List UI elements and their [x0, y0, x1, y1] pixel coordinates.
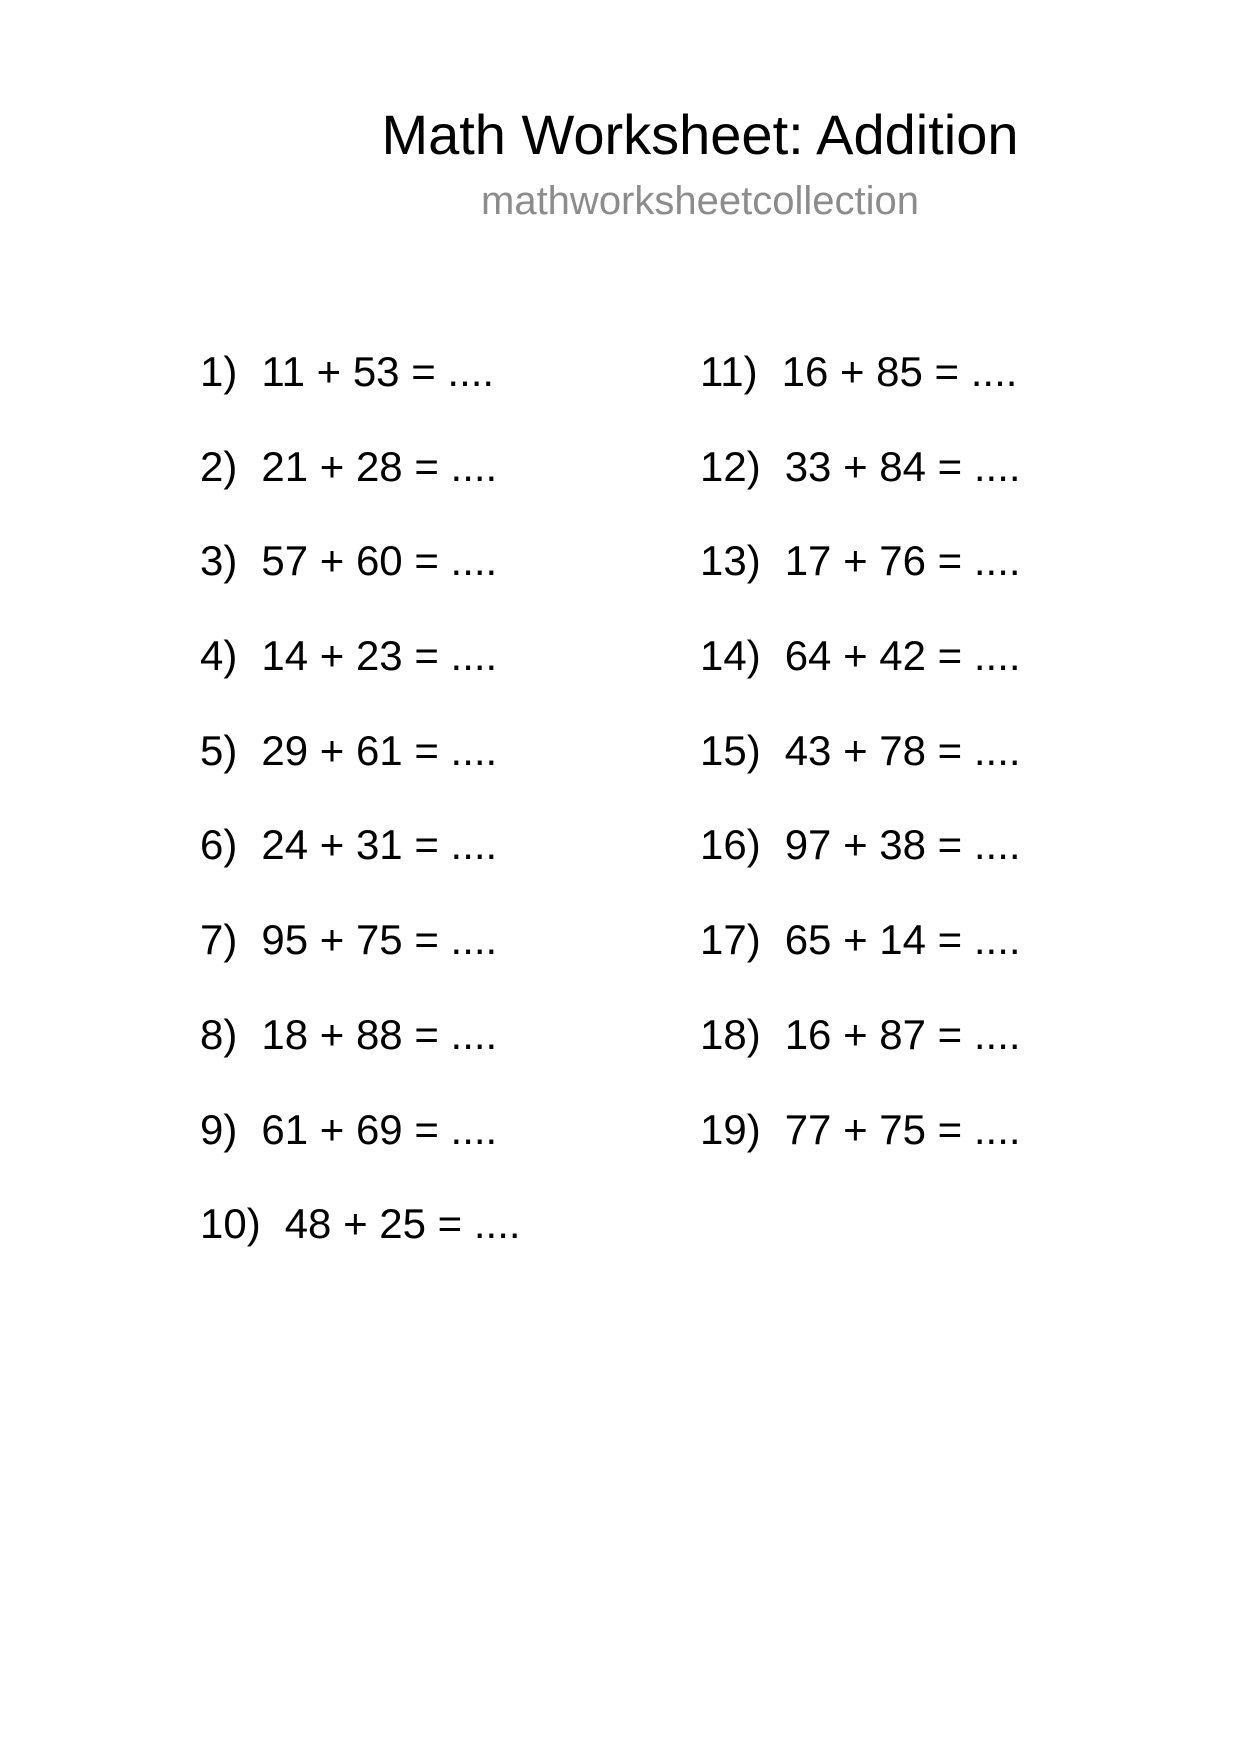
problem-number: 4): [200, 632, 238, 680]
problem-column-right: [700, 344, 1021, 1196]
problem-expression: 18 + 88 = ....: [261, 1010, 498, 1058]
problem-number: 6): [200, 821, 238, 869]
problem-item: [200, 817, 521, 912]
problem-number: 17): [700, 916, 761, 964]
problem-item: [700, 1007, 1021, 1102]
problem-item: [700, 723, 1021, 818]
problem-item: [200, 344, 521, 439]
problem-number: 9): [200, 1105, 238, 1153]
problem-number: 18): [700, 1010, 761, 1058]
problem-number: 19): [700, 1105, 761, 1153]
problem-item: [200, 723, 521, 818]
problem-number: 16): [700, 821, 761, 869]
problem-item: [700, 344, 1021, 439]
problem-number: 15): [700, 726, 761, 774]
worksheet-header: [0, 96, 1240, 226]
problem-expression: 11 + 53 = ....: [261, 348, 495, 395]
problem-number: 12): [700, 442, 761, 490]
problem-expression: 65 + 14 = ....: [784, 916, 1021, 964]
problem-item: [200, 1007, 521, 1102]
problem-item: [200, 1102, 521, 1197]
problem-item: [200, 912, 521, 1007]
problem-expression: 61 + 69 = ....: [261, 1105, 498, 1153]
problem-expression: 21 + 28 = ....: [261, 442, 498, 490]
problem-expression: 16 + 87 = ....: [784, 1010, 1021, 1058]
problem-item: [200, 439, 521, 534]
problem-expression: 43 + 78 = ....: [784, 726, 1021, 774]
problem-expression: 77 + 75 = ....: [784, 1105, 1021, 1153]
page-title: Math Worksheet: Addition: [381, 103, 1019, 166]
problem-item: [700, 628, 1021, 723]
problem-number: 3): [200, 537, 238, 585]
problem-expression: 48 + 25 = ....: [284, 1200, 521, 1248]
problem-expression: 57 + 60 = ....: [261, 537, 498, 585]
problem-item: [200, 628, 521, 723]
problem-item: [700, 1102, 1021, 1197]
problem-expression: 33 + 84 = ....: [784, 442, 1021, 490]
problem-item: [700, 533, 1021, 628]
problem-item: [200, 533, 521, 628]
problem-expression: 16 + 85 = ....: [781, 348, 1018, 395]
problem-number: 10): [200, 1200, 261, 1248]
problem-expression: 97 + 38 = ....: [784, 821, 1021, 869]
problem-number: 13): [700, 537, 761, 585]
problem-number: 11): [700, 348, 758, 395]
page-subtitle: mathworksheetcollection: [481, 179, 919, 223]
problem-item: [700, 817, 1021, 912]
problem-item: [200, 1196, 521, 1291]
problem-number: 2): [200, 442, 238, 490]
problem-number: 14): [700, 632, 761, 680]
problem-expression: 95 + 75 = ....: [261, 916, 498, 964]
problem-number: 5): [200, 726, 238, 774]
problem-expression: 29 + 61 = ....: [261, 726, 498, 774]
problem-column-left: [200, 344, 521, 1291]
problem-expression: 17 + 76 = ....: [784, 537, 1021, 585]
problem-expression: 24 + 31 = ....: [261, 821, 498, 869]
problem-item: [700, 439, 1021, 534]
problem-number: 8): [200, 1010, 238, 1058]
problem-number: 7): [200, 916, 238, 964]
problem-expression: 64 + 42 = ....: [784, 632, 1021, 680]
problem-item: [700, 912, 1021, 1007]
problem-number: 1): [200, 348, 238, 395]
problem-expression: 14 + 23 = ....: [261, 632, 498, 680]
